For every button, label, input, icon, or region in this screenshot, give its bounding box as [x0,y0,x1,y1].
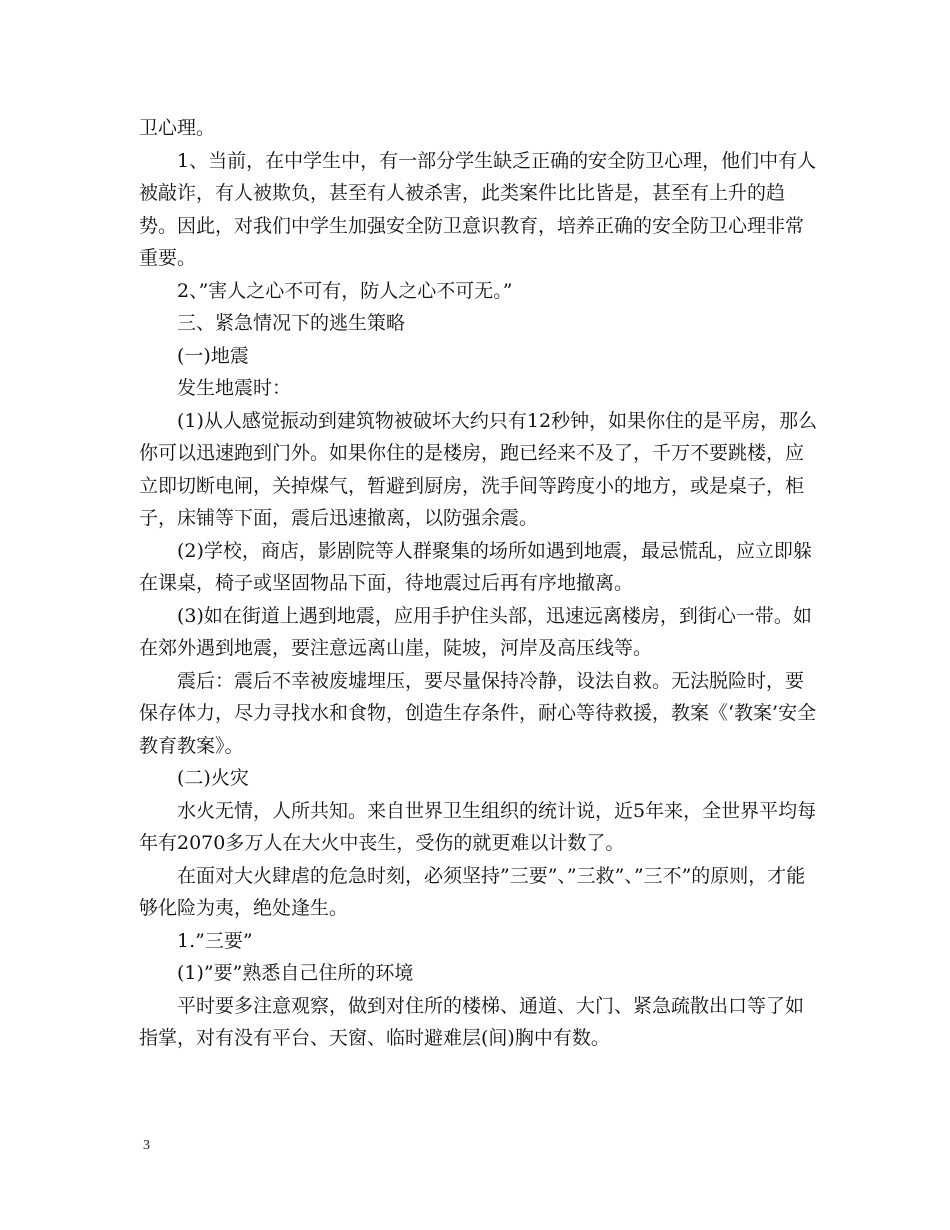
paragraph: 卫心理。 [139,117,216,139]
list-item: (1)”要”熟悉自己住所的环境 [177,962,414,984]
section-heading: 三、紧急情况下的逃生策略 [177,312,406,334]
paragraph: 平时要多注意观察，做到对住所的楼梯、通道、大门、紧急疏散出口等了如指掌，对有没有平台、天窗、临时避难层(间)胸中有数。 [139,994,805,1049]
paragraph: (1)从人感觉振动到建筑物被破坏大约只有12秒钟，如果你住的是平房，那么你可以迅速跑到门外。如果你住的是楼房，跑已经来不及了，千万不要跳楼，应立即切断电闸，关掉煤气，暂避到厨房，洗手间等跨度小的地方，或是桌子，柜子，床铺等下面，震后迅速撤离，以防强余震。 [139,409,818,529]
subsection-heading: (二)火灾 [177,767,249,789]
paragraph: 发生地震时： [177,377,292,399]
paragraph: 水火无情，人所共知。来自世界卫生组织的统计说，近5年来，全世界平均每年有2070多万人在大火中丧生，受伤的就更难以计数了。 [139,799,817,854]
paragraph: (3)如在街道上遇到地震，应用手护住头部，迅速远离楼房，到街心一带。如在郊外遇到地震，要注意远离山崖，陡坡，河岸及高压线等。 [139,604,812,659]
subsection-heading: (一)地震 [177,344,249,367]
paragraph: 在面对大火肆虐的危急时刻，必须坚持”三要”、”三救”、”三不”的原则，才能够化险为夷，绝处逢生。 [139,864,806,919]
document-body [139,112,819,1055]
paragraph: 1、当前，在中学生中，有一部分学生缺乏正确的安全防卫心理，他们中有人被敲诈，有人被欺负，甚至有人被杀害，此类案件比比皆是，甚至有上升的趋势。因此，对我们中学生加强安全防卫意识教育，培养正确的安全防卫心理非常重要。 [139,149,817,269]
paragraph: 震后：震后不幸被废墟埋压，要尽量保持冷静，设法自救。无法脱险时，要保存体力，尽力寻找水和食物，创造生存条件，耐心等待救援，教案《‘教案’安全教育教案》。 [139,669,817,757]
paragraph: 2、”害人之心不可有，防人之心不可无。” [177,279,513,302]
list-heading: 1.”三要” [177,929,253,952]
page-number: 3 [143,1138,150,1153]
paragraph: (2)学校，商店，影剧院等人群聚集的场所如遇到地震，最忌慌乱，应立即躲在课桌，椅子或坚固物品下面，待地震过后再有序地撤离。 [139,539,812,594]
